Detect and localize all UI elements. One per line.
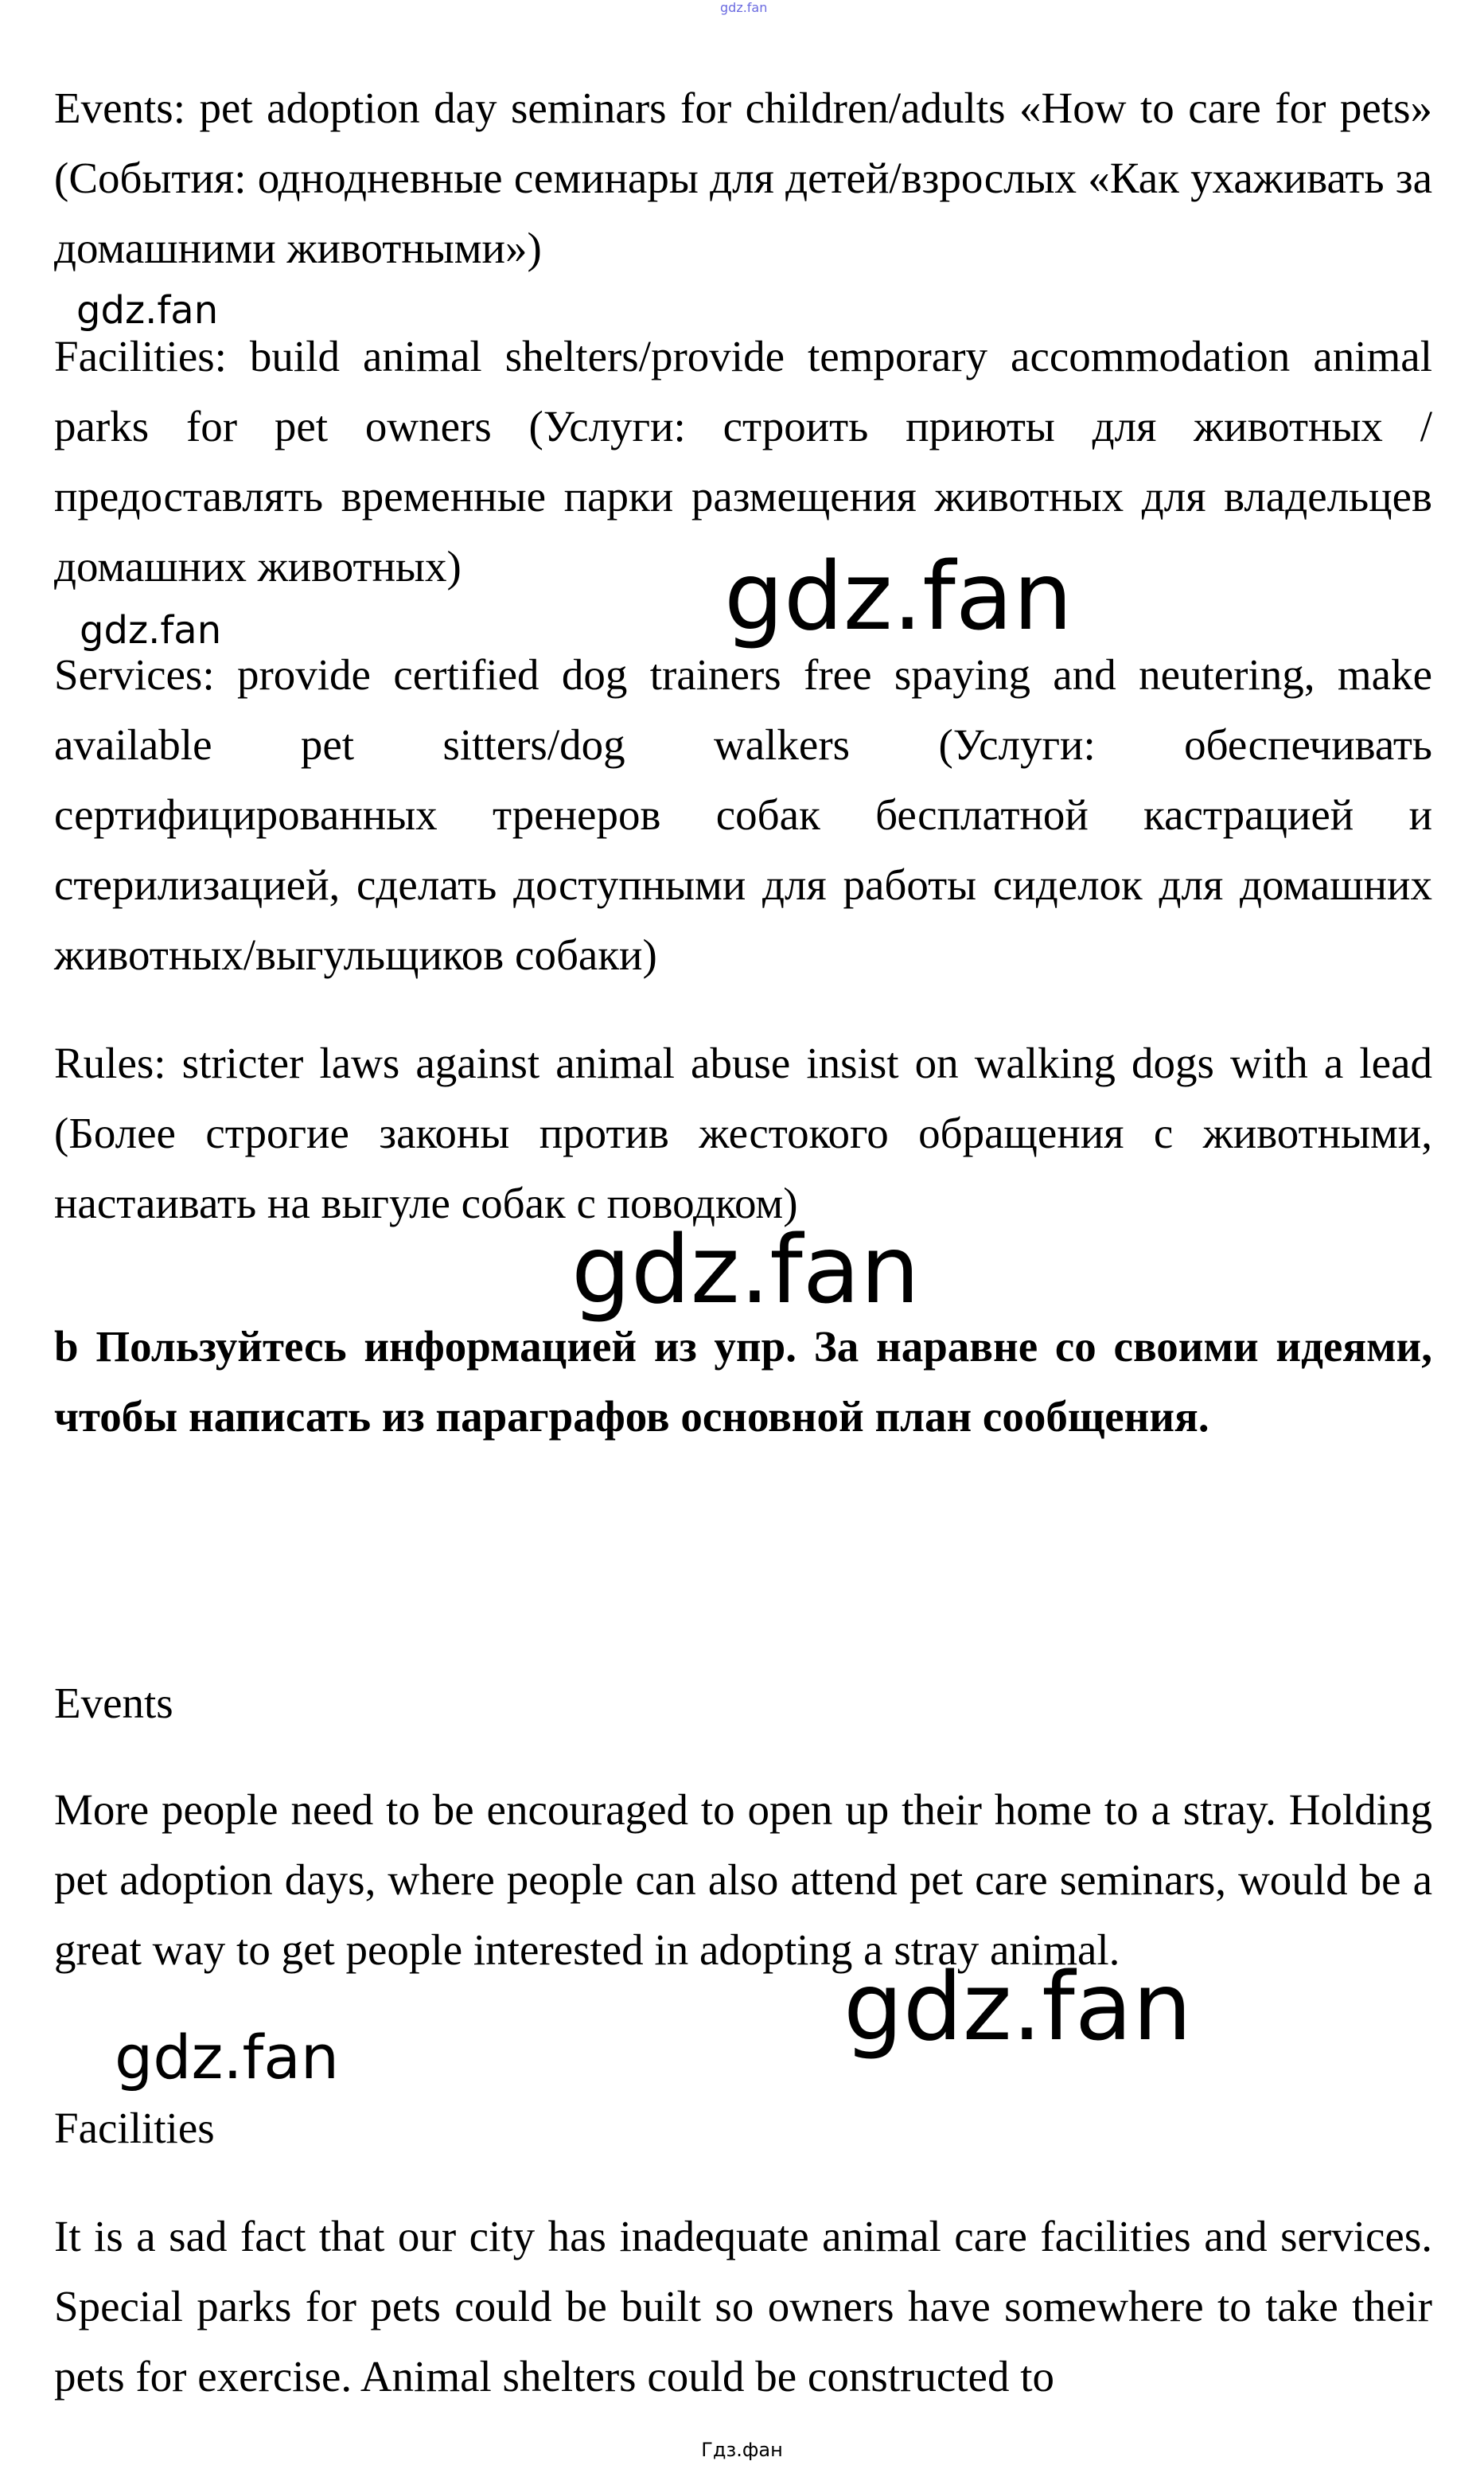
events-heading: Events [54, 1679, 173, 1727]
rules-ideas-paragraph: Rules: stricter laws against animal abuse insist on walking dogs with a lead (Более строгие законы против жестокого обращения с животными, настаивать на выгуле собак с поводком) [54, 1039, 1432, 1227]
events-text: More people need to be encouraged to open up their home to a stray. Holding pet adoption days, where people can also attend pet care seminars, would be a great way to get people interested in adopting a stray animal. [54, 1785, 1432, 1974]
events-ideas-paragraph: Events: pet adoption day seminars for children/adults «How to care for pets» (События: однодневные семинары для детей/взрослых «Как ухаживать за домашними животными») [54, 84, 1432, 272]
watermark-small-1: gdz.fan [76, 288, 219, 333]
facilities-text: It is a sad fact that our city has inadequate animal care facilities and services. Special parks for pets could be built so owners have somewhere to take their pets for exercise. Animal shelters could be constructed to [54, 2212, 1432, 2401]
services-ideas-paragraph: Services: provide certified dog trainers free spaying and neutering, make available pet sitters/dog walkers (Услуги: обеспечивать сертифицированных тренеров собак бесплатной кастрацией и стерилизацией, сделать доступными для работы сиделок для домашних животных/выгульщиков собаки) [54, 650, 1432, 979]
task-b-instruction: b Пользуйтесь информацией из упр. За наравне со своими идеями, чтобы написать из параграфов основной план сообщения. [54, 1322, 1432, 1441]
watermark-medium-1: gdz.fan [115, 2022, 340, 2093]
top-watermark: gdz.fan [720, 0, 768, 15]
watermark-large-1: gdz.fan [724, 541, 1073, 651]
facilities-ideas-paragraph: Facilities: build animal shelters/provide temporary accommodation animal parks for pet owners (Услуги: строить приюты для животных / предоставлять временные парки размещения животных для владельцев домашних животных) [54, 332, 1432, 591]
facilities-heading: Facilities [54, 2104, 215, 2152]
watermark-small-2: gdz.fan [80, 608, 222, 653]
watermark-large-2: gdz.fan [571, 1215, 920, 1324]
footer-text: Гдз.фан [701, 2439, 783, 2461]
watermark-large-3: gdz.fan [843, 1952, 1192, 2061]
